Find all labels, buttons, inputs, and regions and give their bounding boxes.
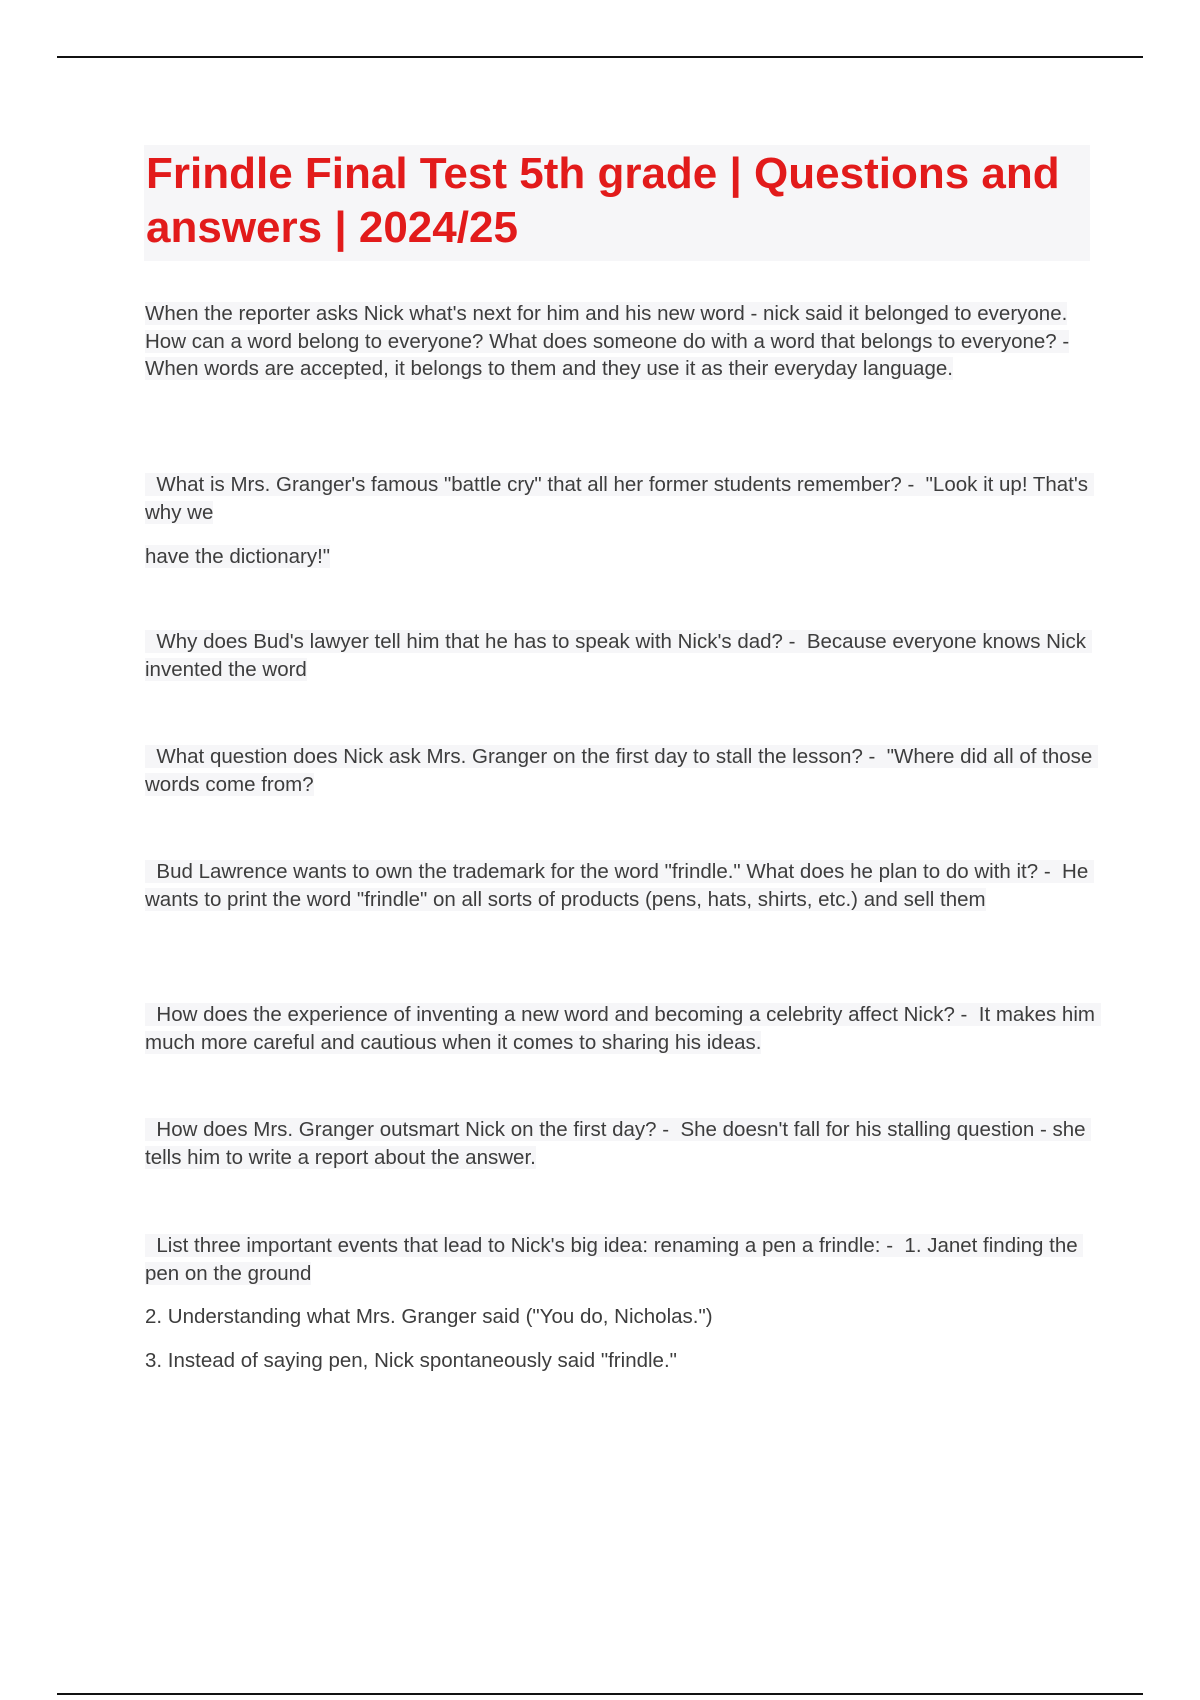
qa-item-7 xyxy=(145,1116,1095,1171)
qa-item-3 xyxy=(145,628,1095,683)
qa-item-2 xyxy=(145,471,1095,526)
qa-item-2-continuation xyxy=(145,543,330,571)
qa-text: What question does Nick ask Mrs. Granger on the first day to stall the lesson? - "Where did all of those words come from? xyxy=(145,745,1099,796)
qa-text: 2. Understanding what Mrs. Granger said ("You do, Nicholas.") xyxy=(145,1305,713,1328)
qa-item-4 xyxy=(145,743,1099,798)
qa-item-1 xyxy=(145,300,1095,383)
qa-text: Bud Lawrence wants to own the trademark for the word "frindle." What does he plan to do with it? - He wants to print the word "frindle" on all sorts of products (pens, hats, shirts, etc.) and sell them xyxy=(145,860,1094,911)
qa-text: have the dictionary!" xyxy=(145,545,331,568)
qa-item-5 xyxy=(145,858,1095,913)
qa-text: Why does Bud's lawyer tell him that he has to speak with Nick's dad? - Because everyone knows Nick invented the word xyxy=(145,630,1092,681)
qa-item-8-point-2 xyxy=(145,1303,713,1331)
qa-text: What is Mrs. Granger's famous "battle cry" that all her former students remember? - "Look it up! That's why we xyxy=(145,473,1094,524)
qa-text: How does Mrs. Granger outsmart Nick on the first day? - She doesn't fall for his stalling question - she tells him to write a report about the answer. xyxy=(145,1118,1092,1169)
qa-text: List three important events that lead to Nick's big idea: renaming a pen a frindle: - 1. Janet finding the pen on the ground xyxy=(145,1234,1084,1285)
qa-item-8-point-3 xyxy=(145,1347,677,1375)
document-title: Frindle Final Test 5th grade | Questions and answers | 2024/25 xyxy=(144,145,1090,261)
qa-text: How does the experience of inventing a new word and becoming a celebrity affect Nick? - It makes him much more careful and cautious when it comes to sharing his ideas. xyxy=(145,1003,1101,1054)
qa-text: When the reporter asks Nick what's next for him and his new word - nick said it belonged to everyone. How can a word belong to everyone? What does someone do with a word that belongs to everyone? - When words are accepted, it belongs to them and they use it as their everyday language. xyxy=(145,302,1070,380)
qa-item-6 xyxy=(145,1001,1101,1056)
top-rule xyxy=(57,56,1143,58)
qa-text: 3. Instead of saying pen, Nick spontaneously said "frindle." xyxy=(145,1349,677,1372)
bottom-rule xyxy=(57,1693,1143,1695)
qa-item-8 xyxy=(145,1232,1095,1287)
